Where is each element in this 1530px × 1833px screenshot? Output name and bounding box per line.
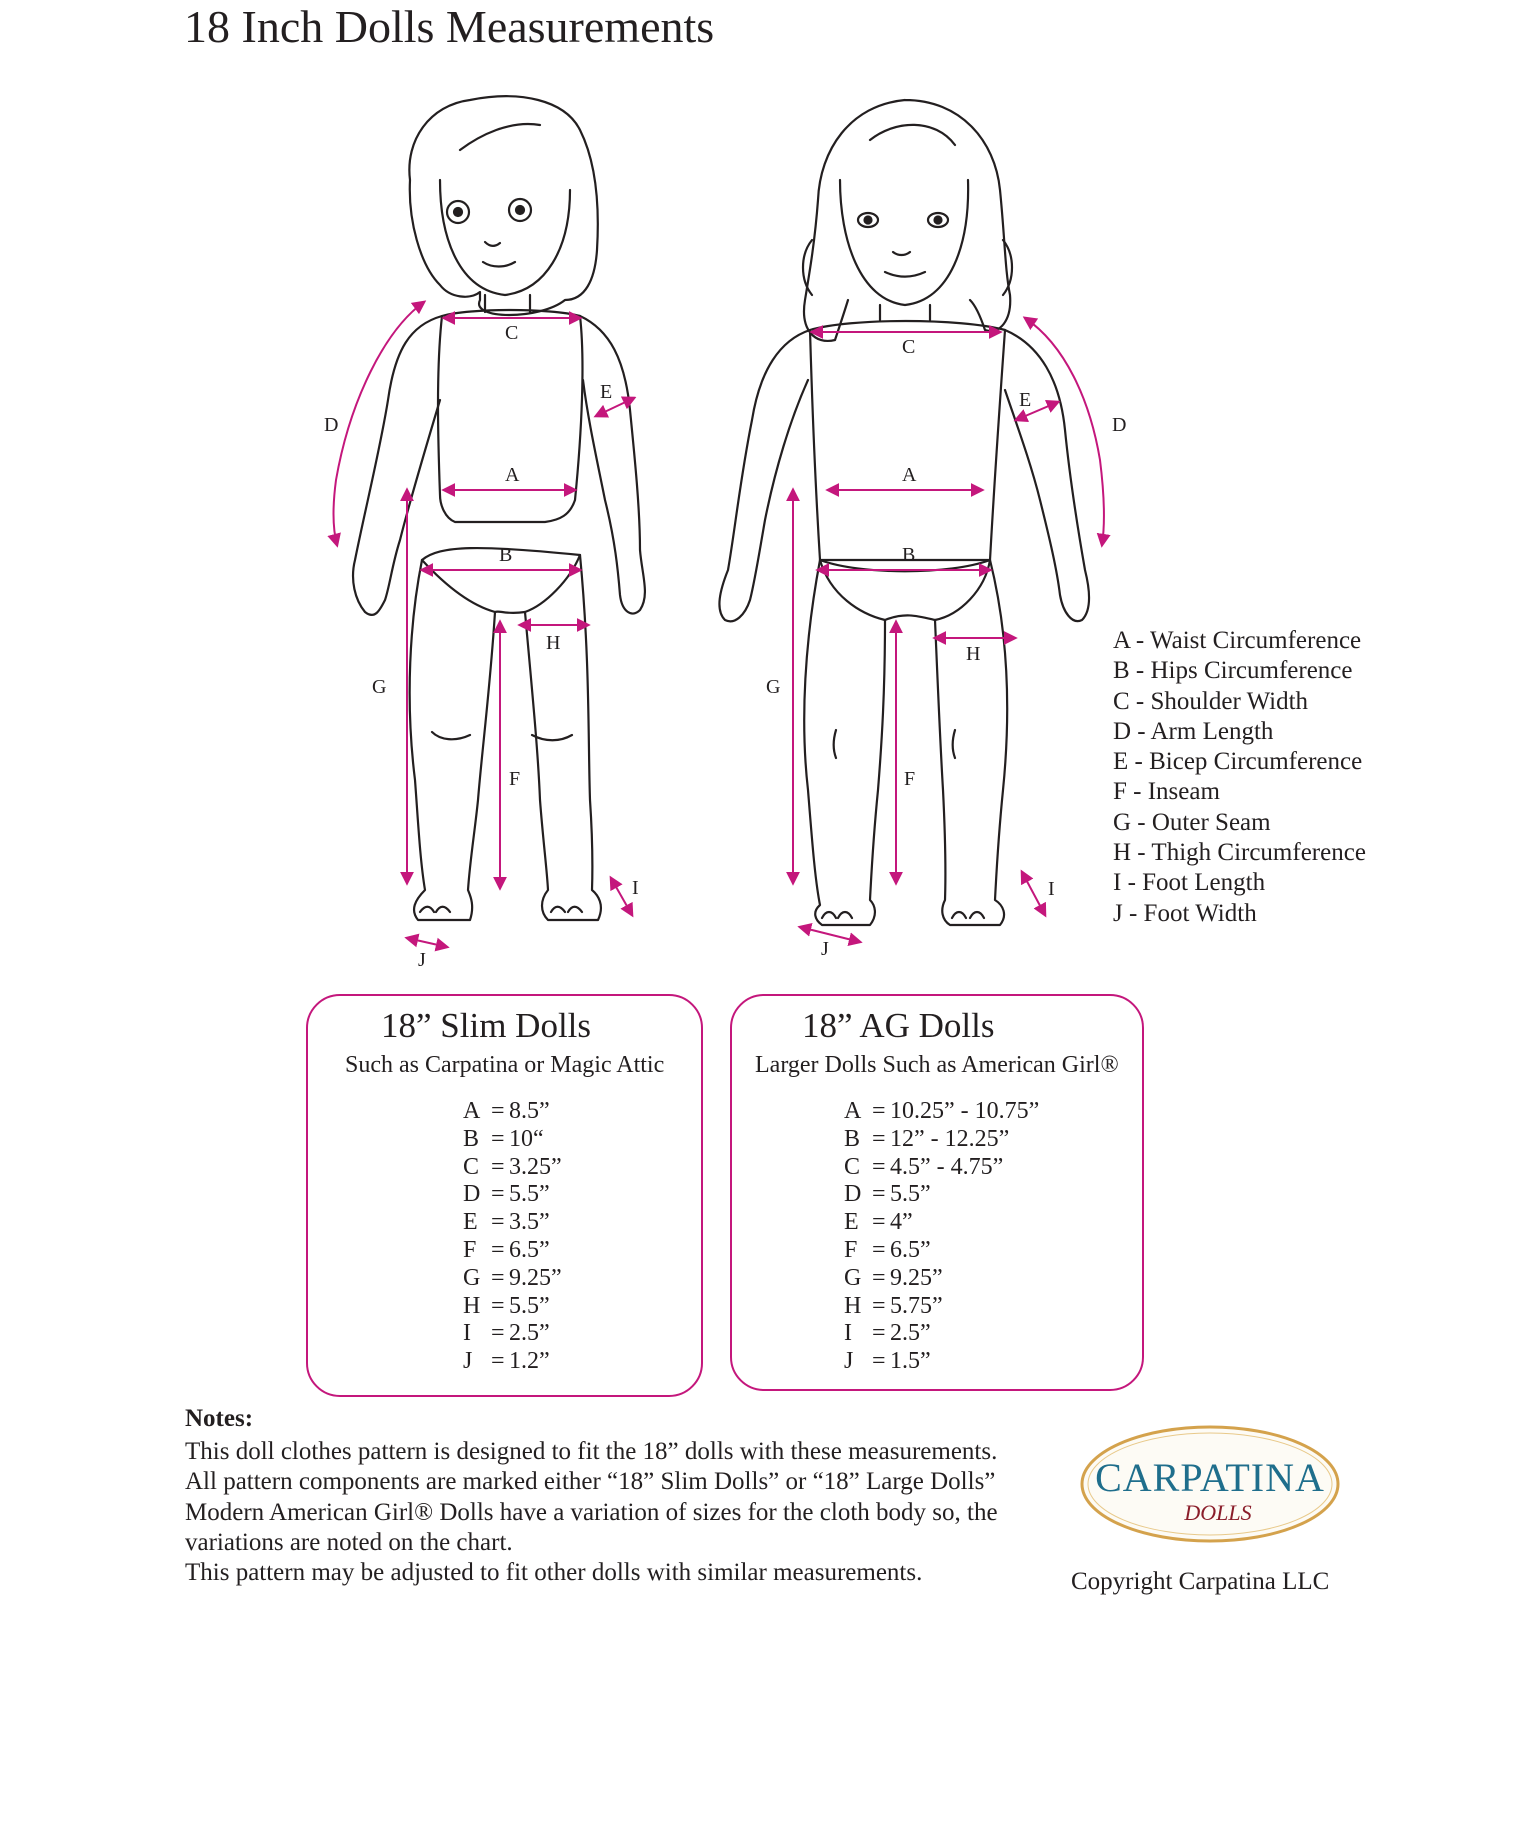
- notes-line: variations are noted on the chart.: [185, 1528, 513, 1556]
- ag-label-c: C: [902, 336, 916, 358]
- measurement-row: A = 10.25” - 10.75”: [844, 1098, 1040, 1124]
- measurement-row: D = 5.5”: [844, 1181, 931, 1208]
- slim-measurement-list: [463, 1098, 562, 1376]
- legend-item: E - Bicep Circumference: [1113, 748, 1363, 776]
- notes-line: Modern American Girl® Dolls have a variation of sizes for the cloth body so, the: [185, 1498, 998, 1526]
- ag-dolls-card: [730, 994, 1144, 1391]
- ag-measurement-arrows: [793, 318, 1104, 942]
- slim-arrow-i: [611, 878, 632, 915]
- logo-subtitle: DOLLS: [1184, 1500, 1252, 1525]
- ag-label-f: F: [904, 768, 916, 790]
- ag-label-g: G: [766, 676, 781, 698]
- logo-wordmark: CARPATINA: [1095, 1455, 1325, 1500]
- ag-arrow-i: [1022, 872, 1045, 915]
- measurement-row: G = 9.25”: [463, 1264, 562, 1291]
- ag-label-h: H: [966, 643, 981, 665]
- measurement-row: I = 2.5”: [463, 1320, 550, 1347]
- legend-item: J - Foot Width: [1113, 899, 1257, 927]
- slim-label-e: E: [600, 381, 613, 403]
- ag-label-a: A: [902, 464, 917, 486]
- slim-label-j: J: [418, 949, 426, 971]
- measurement-row: I = 2.5”: [844, 1320, 931, 1347]
- slim-label-c: C: [505, 322, 519, 344]
- measurement-legend: [1113, 626, 1366, 929]
- ag-measurement-list: [844, 1098, 1039, 1376]
- ag-card-subtitle: Larger Dolls Such as American Girl®: [755, 1052, 1119, 1078]
- ag-label-b: B: [902, 544, 916, 566]
- measurement-row: B = 12” - 12.25”: [844, 1125, 1010, 1152]
- slim-card-title: 18” Slim Dolls: [381, 1006, 592, 1045]
- measurement-row: G = 9.25”: [844, 1264, 943, 1291]
- measurement-row: F = 6.5”: [463, 1236, 550, 1263]
- slim-arrow-d: [333, 302, 424, 545]
- copyright-text: Copyright Carpatina LLC: [1071, 1568, 1330, 1595]
- carpatina-dolls-logo: [1078, 1423, 1342, 1547]
- legend-item: D - Arm Length: [1113, 717, 1274, 745]
- legend-item: F - Inseam: [1113, 778, 1220, 806]
- ag-label-e: E: [1019, 389, 1032, 411]
- ag-card-title: 18” AG Dolls: [802, 1006, 995, 1045]
- page-title: 18 Inch Dolls Measurements: [184, 1, 715, 52]
- slim-label-f: F: [509, 768, 521, 790]
- slim-label-d: D: [324, 414, 339, 436]
- measurement-row: D = 5.5”: [463, 1181, 550, 1208]
- measurement-row: F = 6.5”: [844, 1236, 931, 1263]
- measurement-row: H = 5.5”: [463, 1292, 550, 1319]
- legend-item: H - Thigh Circumference: [1113, 839, 1366, 867]
- measurement-row: H = 5.75”: [844, 1292, 943, 1319]
- measurement-row: C = 4.5” - 4.75”: [844, 1153, 1004, 1180]
- measurement-row: J = 1.2”: [463, 1348, 550, 1375]
- slim-dolls-card: [306, 994, 703, 1397]
- slim-arrow-j: [407, 938, 447, 947]
- measurement-row: E = 3.5”: [463, 1209, 550, 1236]
- slim-label-g: G: [372, 676, 387, 698]
- legend-item: C - Shoulder Width: [1113, 687, 1309, 715]
- ag-label-j: J: [821, 938, 829, 960]
- slim-label-b: B: [499, 544, 513, 566]
- legend-item: G - Outer Seam: [1113, 808, 1271, 836]
- legend-item: I - Foot Length: [1113, 869, 1266, 897]
- ag-doll-illustration: [719, 100, 1089, 925]
- notes-body: [185, 1437, 998, 1588]
- notes-line: All pattern components are marked either “18” Slim Dolls” or “18” Large Dolls”: [185, 1468, 996, 1496]
- slim-label-h: H: [546, 632, 561, 654]
- measurement-row: C = 3.25”: [463, 1153, 562, 1180]
- notes-heading: Notes:: [185, 1405, 254, 1432]
- ag-arrow-j: [800, 927, 860, 942]
- notes-line: This pattern may be adjusted to fit other dolls with similar measurements.: [185, 1559, 923, 1587]
- legend-item: B - Hips Circumference: [1113, 657, 1353, 685]
- measurement-row: J = 1.5”: [844, 1348, 931, 1375]
- measurement-row: B = 10“: [463, 1125, 544, 1152]
- measurement-row: A = 8.5”: [463, 1098, 550, 1124]
- measurement-row: E = 4”: [844, 1209, 913, 1236]
- slim-measurement-arrows: [333, 302, 634, 947]
- legend-item: A - Waist Circumference: [1113, 627, 1362, 654]
- slim-doll-illustration: [353, 96, 645, 920]
- ag-label-d: D: [1112, 414, 1127, 436]
- slim-label-i: I: [632, 877, 639, 899]
- slim-label-a: A: [505, 464, 520, 486]
- notes-line: This doll clothes pattern is designed to fit the 18” dolls with these measurements.: [185, 1438, 998, 1465]
- ag-label-i: I: [1048, 878, 1055, 900]
- slim-card-subtitle: Such as Carpatina or Magic Attic: [345, 1052, 665, 1078]
